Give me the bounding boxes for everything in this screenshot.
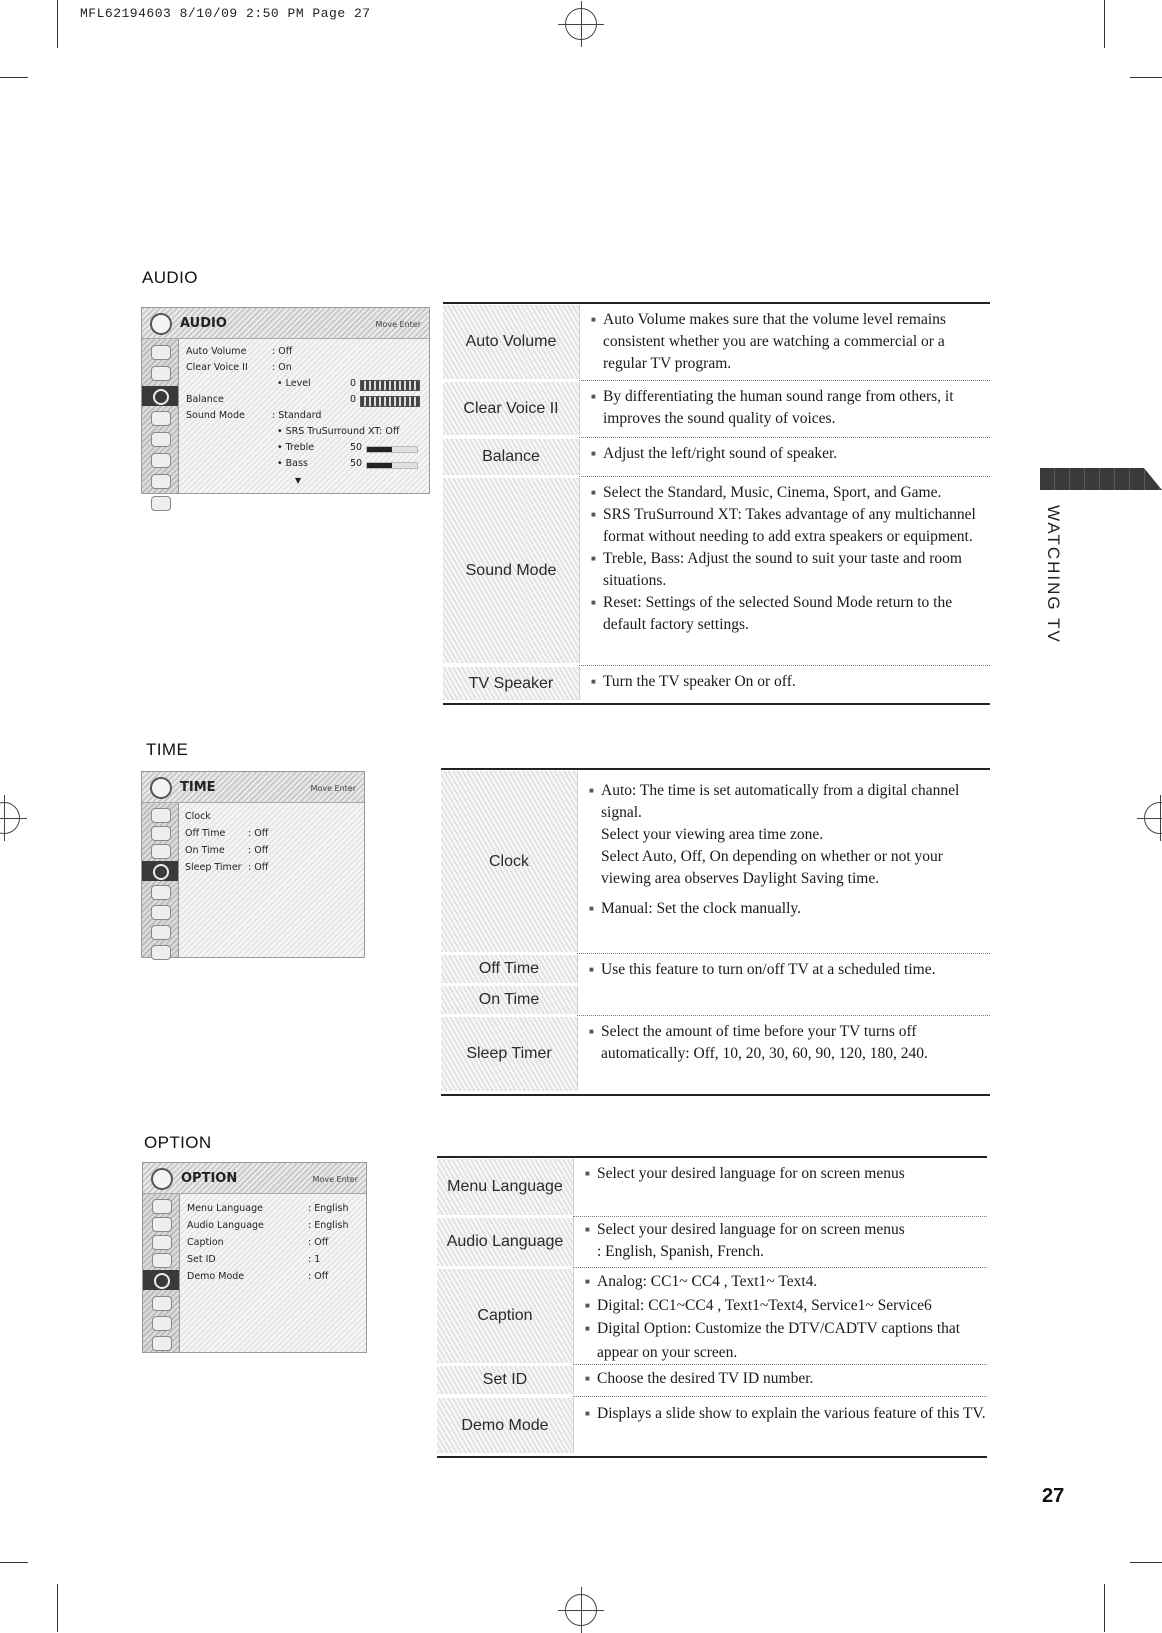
table-row [441, 770, 990, 953]
crop-mark [0, 77, 28, 78]
osd-row-label: Audio Language [187, 1220, 264, 1231]
usb-icon [152, 1336, 172, 1351]
osd-row-label: Set ID [187, 1254, 216, 1265]
osd-row-label: Sleep Timer [185, 862, 242, 873]
input-icon [151, 925, 171, 940]
osd-category-bar [142, 803, 179, 957]
row-label: Clear Voice II [443, 382, 580, 435]
osd-row-value: : Standard [272, 410, 322, 421]
row-label: Sound Mode [443, 478, 580, 663]
table-row [443, 304, 990, 380]
picture-icon [151, 366, 171, 381]
osd-row-value: 50 [350, 458, 363, 469]
row-description: ■ Auto Volume makes sure that the volume level remains consistent whether you are watching a commercial or a regular TV program. [591, 309, 990, 375]
table-row [441, 985, 990, 1015]
osd-row-label: • SRS TruSurround XT: Off [277, 426, 400, 437]
registration-mark [565, 1594, 597, 1626]
osd-category-bar [143, 1194, 180, 1352]
table-row [443, 438, 990, 476]
page-number: 27 [1042, 1485, 1065, 1507]
osd-row-value: : Off [272, 346, 293, 357]
time-description-table [441, 768, 990, 1096]
input-icon [152, 1316, 172, 1331]
osd-row-label: Demo Mode [187, 1271, 245, 1282]
option-osd-menu [142, 1162, 367, 1353]
table-row [437, 1158, 987, 1216]
level-slider [360, 380, 420, 391]
row-label: Demo Mode [437, 1398, 574, 1453]
osd-row-label: Off Time [185, 828, 226, 839]
row-label: Clock [441, 771, 578, 952]
crop-mark [1130, 1562, 1162, 1563]
bass-bar [366, 462, 418, 469]
lock-icon [151, 453, 171, 468]
osd-row-value: : 1 [308, 1254, 321, 1265]
osd-row-label: Menu Language [187, 1203, 263, 1214]
print-header: MFL62194603 8/10/09 2:50 PM Page 27 [80, 6, 371, 21]
row-label: Menu Language [437, 1159, 574, 1215]
row-description: ■ Select your desired language for on screen menus : English, Spanish, French. [585, 1219, 987, 1263]
section-title-time: TIME [146, 740, 189, 759]
lock-icon [151, 905, 171, 920]
side-tab-label: WATCHING TV [1044, 505, 1063, 644]
row-label: Balance [443, 439, 580, 475]
row-description: ■ Analog: CC1~ CC4 , Text1~ Text4. ■ Digital: CC1~CC4 , Text1~Text4, Service1~ Service6 ■ Digital Option: Customize the DTV/CADTV captions that appear on your screen. [585, 1270, 987, 1364]
audio-icon [151, 844, 171, 859]
osd-row-label: Auto Volume [186, 346, 247, 357]
osd-row-label: • Bass [277, 458, 308, 469]
option-description-table [437, 1156, 987, 1458]
osd-row-label: • Treble [277, 442, 315, 453]
input-icon [151, 474, 171, 489]
crop-mark [57, 0, 58, 48]
osd-row-value: : Off [308, 1237, 329, 1248]
usb-icon [151, 496, 171, 511]
time-icon [142, 861, 178, 881]
registration-mark [0, 802, 20, 834]
row-description: ■ By differentiating the human sound range from others, it improves the sound quality of voices. [591, 386, 990, 430]
row-description: ■ Select the amount of time before your TV turns off automatically: Off, 10, 20, 30, 60, 90, 120, 180, 240. [589, 1021, 990, 1065]
osd-row-label: On Time [185, 845, 225, 856]
audio-description-table [443, 302, 990, 705]
section-title-audio: AUDIO [142, 268, 198, 287]
row-label: Auto Volume [443, 305, 580, 379]
table-row [441, 954, 990, 984]
audio-icon [142, 386, 178, 406]
osd-header [143, 1163, 366, 1194]
osd-nav-hint: Move Enter [312, 1175, 358, 1184]
row-label: Set ID [437, 1366, 574, 1394]
row-description: ■ Use this feature to turn on/off TV at a scheduled time. [589, 959, 990, 981]
osd-title: OPTION [181, 1171, 238, 1186]
osd-row-label: • Level [277, 378, 311, 389]
osd-title: TIME [180, 780, 216, 795]
osd-category-bar [142, 339, 179, 493]
option-icon [151, 1168, 173, 1190]
crop-mark [57, 1584, 58, 1632]
osd-title: AUDIO [180, 316, 227, 331]
table-row [437, 1365, 987, 1395]
speaker-icon [150, 313, 172, 335]
side-tab-marker [1040, 468, 1162, 490]
row-description: ■ Auto: The time is set automatically from a digital channel signal. Select your viewing area time zone. Select Auto, Off, On depending on whether or not your viewing area observes Daylight Saving time. ■ Manual: Set the clock manually. [589, 780, 990, 920]
row-label: Caption [437, 1269, 574, 1363]
row-label: On Time [441, 986, 578, 1014]
channel-icon [151, 808, 171, 823]
option-icon [151, 432, 171, 447]
audio-osd-menu [141, 307, 430, 494]
table-row [437, 1397, 987, 1454]
row-description: ■ Adjust the left/right sound of speaker. [591, 443, 990, 465]
crop-mark [1104, 1584, 1105, 1632]
osd-row-value: : English [308, 1220, 349, 1231]
clock-icon [150, 777, 172, 799]
osd-row-label: Caption [187, 1237, 224, 1248]
osd-row-value: : Off [248, 828, 269, 839]
osd-header [142, 308, 429, 339]
registration-mark [565, 8, 597, 40]
osd-nav-hint: Move Enter [310, 784, 356, 793]
crop-mark [0, 1562, 28, 1563]
osd-nav-hint: Move Enter [375, 320, 421, 329]
osd-row-label: Clear Voice II [186, 362, 248, 373]
osd-row-label: Sound Mode [186, 410, 245, 421]
row-description: ■ Select the Standard, Music, Cinema, Sport, and Game. ■ SRS TruSurround XT: Takes advantage of any multichannel format without needing to add extra speakers or equipment. ■ Treble, Bass: Adjust the sound to suit your taste and room situations. ■ Reset: Settings of the selected Sound Mode return to the default factory settings. [591, 482, 990, 636]
osd-row-label: Balance [186, 394, 224, 405]
osd-row-value: : On [272, 362, 292, 373]
picture-icon [151, 826, 171, 841]
treble-bar [366, 446, 418, 453]
picture-icon [152, 1217, 172, 1232]
scroll-down-icon: ▼ [295, 476, 302, 485]
lock-icon [152, 1296, 172, 1311]
registration-mark [1144, 802, 1162, 834]
balance-slider [360, 396, 420, 407]
osd-header [142, 772, 364, 803]
time-icon [151, 411, 171, 426]
row-description: ■ Displays a slide show to explain the various feature of this TV. [585, 1401, 987, 1426]
osd-row-value: : Off [248, 845, 269, 856]
row-description: ■ Choose the desired TV ID number. [585, 1368, 987, 1390]
table-row [443, 477, 990, 664]
osd-row-value: : Off [248, 862, 269, 873]
row-label: Audio Language [437, 1218, 574, 1266]
osd-row-value: : Off [308, 1271, 329, 1282]
crop-mark [1104, 0, 1105, 48]
table-row [437, 1268, 987, 1364]
audio-icon [152, 1235, 172, 1250]
table-row [437, 1217, 987, 1267]
time-osd-menu [141, 771, 365, 958]
time-icon [152, 1253, 172, 1268]
crop-mark [1130, 77, 1162, 78]
option-icon [143, 1270, 179, 1290]
row-description: ■ Select your desired language for on screen menus [585, 1163, 987, 1185]
row-label: TV Speaker [443, 667, 580, 700]
osd-row-value: 0 [350, 378, 357, 389]
osd-row-value: 0 [350, 394, 357, 405]
row-label: Off Time [441, 955, 578, 983]
channel-icon [151, 345, 171, 360]
row-description: ■ Turn the TV speaker On or off. [591, 671, 990, 693]
usb-icon [151, 945, 171, 960]
table-row [443, 666, 990, 701]
channel-icon [152, 1199, 172, 1214]
osd-row-value: : English [308, 1203, 349, 1214]
table-row [441, 1016, 990, 1092]
table-row [443, 381, 990, 436]
osd-row-value: 50 [350, 442, 363, 453]
row-label: Sleep Timer [441, 1017, 578, 1091]
section-title-option: OPTION [144, 1133, 212, 1152]
osd-row-label: Clock [185, 811, 211, 822]
option-icon [151, 885, 171, 900]
